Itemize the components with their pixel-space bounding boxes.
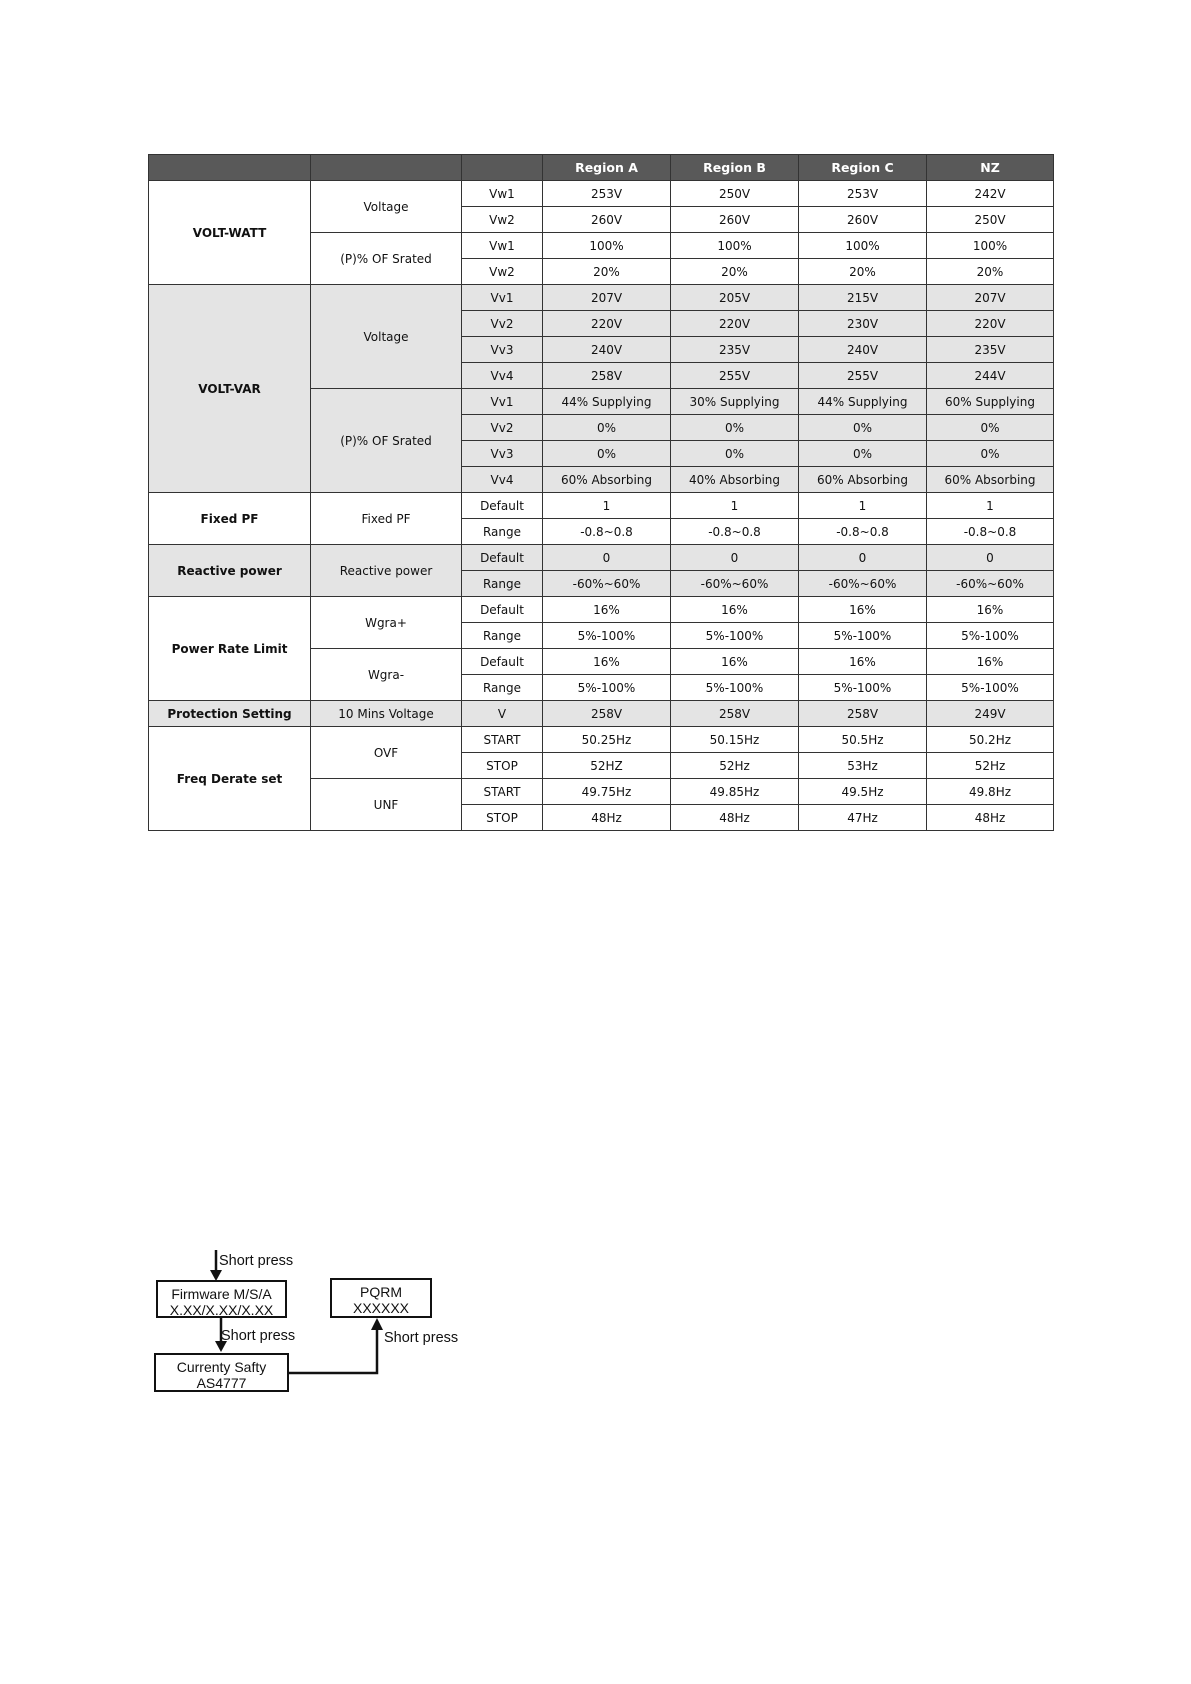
subgroup-label: UNF xyxy=(311,779,462,831)
value-cell: 258V xyxy=(671,701,799,727)
value-cell: 5%-100% xyxy=(927,675,1054,701)
value-cell: 40% Absorbing xyxy=(671,467,799,493)
param-cell: STOP xyxy=(462,753,543,779)
value-cell: 0 xyxy=(543,545,671,571)
value-cell: 240V xyxy=(543,337,671,363)
group-label: Fixed PF xyxy=(149,493,311,545)
value-cell: 1 xyxy=(927,493,1054,519)
value-cell: 5%-100% xyxy=(799,675,927,701)
param-cell: Vw1 xyxy=(462,181,543,207)
short-press-label-mid: Short press xyxy=(221,1328,296,1344)
value-cell: 49.8Hz xyxy=(927,779,1054,805)
value-cell: 49.85Hz xyxy=(671,779,799,805)
param-cell: Default xyxy=(462,493,543,519)
value-cell: 207V xyxy=(543,285,671,311)
value-cell: 258V xyxy=(543,701,671,727)
subgroup-label: (P)% OF Srated xyxy=(311,233,462,285)
value-cell: -0.8~0.8 xyxy=(543,519,671,545)
value-cell: 49.75Hz xyxy=(543,779,671,805)
param-cell: Vv2 xyxy=(462,415,543,441)
value-cell: 60% Absorbing xyxy=(927,467,1054,493)
value-cell: 16% xyxy=(927,597,1054,623)
param-cell: Default xyxy=(462,545,543,571)
value-cell: 1 xyxy=(671,493,799,519)
value-cell: 53Hz xyxy=(799,753,927,779)
param-cell: V xyxy=(462,701,543,727)
subgroup-label: Voltage xyxy=(311,181,462,233)
value-cell: 0% xyxy=(543,415,671,441)
pqrm-line1: PQRM xyxy=(360,1284,402,1300)
value-cell: 16% xyxy=(543,649,671,675)
subgroup-label: Fixed PF xyxy=(311,493,462,545)
value-cell: 20% xyxy=(671,259,799,285)
param-cell: Range xyxy=(462,623,543,649)
subgroup-label: Voltage xyxy=(311,285,462,389)
param-cell: Range xyxy=(462,519,543,545)
value-cell: 253V xyxy=(543,181,671,207)
value-cell: 48Hz xyxy=(927,805,1054,831)
param-cell: Range xyxy=(462,571,543,597)
value-cell: 52Hz xyxy=(671,753,799,779)
param-cell: Default xyxy=(462,649,543,675)
value-cell: 5%-100% xyxy=(671,675,799,701)
param-cell: Vv1 xyxy=(462,285,543,311)
value-cell: 50.2Hz xyxy=(927,727,1054,753)
value-cell: 100% xyxy=(671,233,799,259)
value-cell: 48Hz xyxy=(543,805,671,831)
value-cell: 0 xyxy=(799,545,927,571)
subgroup-label: 10 Mins Voltage xyxy=(311,701,462,727)
value-cell: 235V xyxy=(671,337,799,363)
value-cell: 52Hz xyxy=(927,753,1054,779)
value-cell: 44% Supplying xyxy=(543,389,671,415)
value-cell: 0% xyxy=(927,415,1054,441)
param-cell: Vv3 xyxy=(462,441,543,467)
value-cell: 258V xyxy=(543,363,671,389)
value-cell: 255V xyxy=(799,363,927,389)
param-cell: Vw1 xyxy=(462,233,543,259)
value-cell: 100% xyxy=(927,233,1054,259)
param-cell: Vv4 xyxy=(462,467,543,493)
value-cell: 255V xyxy=(671,363,799,389)
value-cell: 16% xyxy=(927,649,1054,675)
safety-box xyxy=(154,1353,289,1392)
value-cell: 242V xyxy=(927,181,1054,207)
param-cell: Vv3 xyxy=(462,337,543,363)
value-cell: 50.5Hz xyxy=(799,727,927,753)
subgroup-label: OVF xyxy=(311,727,462,779)
firmware-line1: Firmware M/S/A xyxy=(171,1286,272,1302)
value-cell: -60%~60% xyxy=(543,571,671,597)
safety-line2: AS4777 xyxy=(196,1375,247,1391)
header-region-a: Region A xyxy=(543,155,671,181)
value-cell: 220V xyxy=(927,311,1054,337)
value-cell: 60% Supplying xyxy=(927,389,1054,415)
value-cell: 205V xyxy=(671,285,799,311)
value-cell: 47Hz xyxy=(799,805,927,831)
arrow-right-head xyxy=(371,1318,383,1330)
subgroup-label: Wgra+ xyxy=(311,597,462,649)
value-cell: 250V xyxy=(671,181,799,207)
value-cell: 0 xyxy=(671,545,799,571)
value-cell: 48Hz xyxy=(671,805,799,831)
value-cell: 100% xyxy=(543,233,671,259)
value-cell: 20% xyxy=(799,259,927,285)
value-cell: 220V xyxy=(671,311,799,337)
value-cell: 60% Absorbing xyxy=(543,467,671,493)
value-cell: 50.15Hz xyxy=(671,727,799,753)
firmware-box xyxy=(156,1280,287,1318)
short-press-label-right: Short press xyxy=(384,1330,459,1346)
value-cell: 260V xyxy=(799,207,927,233)
param-cell: Vw2 xyxy=(462,207,543,233)
value-cell: 0% xyxy=(799,441,927,467)
value-cell: 253V xyxy=(799,181,927,207)
value-cell: 215V xyxy=(799,285,927,311)
header-region-c: Region C xyxy=(799,155,927,181)
param-cell: Default xyxy=(462,597,543,623)
safety-line1: Currenty Safty xyxy=(176,1359,267,1375)
value-cell: 250V xyxy=(927,207,1054,233)
value-cell: 49.5Hz xyxy=(799,779,927,805)
value-cell: 0 xyxy=(927,545,1054,571)
firmware-line2: X.XX/X.XX/X.XX xyxy=(169,1302,274,1318)
value-cell: 60% Absorbing xyxy=(799,467,927,493)
value-cell: 5%-100% xyxy=(927,623,1054,649)
param-cell: Vw2 xyxy=(462,259,543,285)
value-cell: 44% Supplying xyxy=(799,389,927,415)
header-region-b: Region B xyxy=(671,155,799,181)
value-cell: 16% xyxy=(799,597,927,623)
pqrm-line2: XXXXXX xyxy=(352,1300,410,1316)
param-cell: Range xyxy=(462,675,543,701)
subgroup-label: Reactive power xyxy=(311,545,462,597)
group-label: Protection Setting xyxy=(149,701,311,727)
value-cell: -0.8~0.8 xyxy=(799,519,927,545)
value-cell: -60%~60% xyxy=(927,571,1054,597)
param-cell: START xyxy=(462,727,543,753)
group-label: Power Rate Limit xyxy=(149,597,311,701)
group-label: VOLT-WATT xyxy=(149,181,311,285)
value-cell: 5%-100% xyxy=(799,623,927,649)
subgroup-label: (P)% OF Srated xyxy=(311,389,462,493)
group-label: Freq Derate set xyxy=(149,727,311,831)
value-cell: 240V xyxy=(799,337,927,363)
value-cell: 16% xyxy=(799,649,927,675)
value-cell: -60%~60% xyxy=(671,571,799,597)
value-cell: 1 xyxy=(799,493,927,519)
value-cell: 0% xyxy=(799,415,927,441)
value-cell: 235V xyxy=(927,337,1054,363)
value-cell: 16% xyxy=(671,649,799,675)
value-cell: 230V xyxy=(799,311,927,337)
value-cell: 30% Supplying xyxy=(671,389,799,415)
short-press-label-top: Short press xyxy=(219,1253,294,1269)
value-cell: 1 xyxy=(543,493,671,519)
param-cell: Vv2 xyxy=(462,311,543,337)
value-cell: 249V xyxy=(927,701,1054,727)
arrow-right-line xyxy=(289,1327,377,1373)
value-cell: 220V xyxy=(543,311,671,337)
value-cell: 260V xyxy=(671,207,799,233)
param-cell: START xyxy=(462,779,543,805)
group-label: VOLT-VAR xyxy=(149,285,311,493)
value-cell: -0.8~0.8 xyxy=(927,519,1054,545)
group-label: Reactive power xyxy=(149,545,311,597)
value-cell: 0% xyxy=(543,441,671,467)
value-cell: 0% xyxy=(671,415,799,441)
pqrm-box xyxy=(330,1278,432,1318)
subgroup-label: Wgra- xyxy=(311,649,462,701)
value-cell: 207V xyxy=(927,285,1054,311)
value-cell: 52HZ xyxy=(543,753,671,779)
value-cell: 100% xyxy=(799,233,927,259)
header-nz: NZ xyxy=(927,155,1054,181)
value-cell: 244V xyxy=(927,363,1054,389)
value-cell: 5%-100% xyxy=(543,623,671,649)
value-cell: 0% xyxy=(927,441,1054,467)
value-cell: 20% xyxy=(927,259,1054,285)
value-cell: 0% xyxy=(671,441,799,467)
param-cell: Vv4 xyxy=(462,363,543,389)
value-cell: 5%-100% xyxy=(671,623,799,649)
value-cell: -0.8~0.8 xyxy=(671,519,799,545)
value-cell: 16% xyxy=(671,597,799,623)
value-cell: 258V xyxy=(799,701,927,727)
value-cell: 260V xyxy=(543,207,671,233)
value-cell: 50.25Hz xyxy=(543,727,671,753)
param-cell: STOP xyxy=(462,805,543,831)
value-cell: -60%~60% xyxy=(799,571,927,597)
value-cell: 20% xyxy=(543,259,671,285)
value-cell: 5%-100% xyxy=(543,675,671,701)
value-cell: 16% xyxy=(543,597,671,623)
param-cell: Vv1 xyxy=(462,389,543,415)
